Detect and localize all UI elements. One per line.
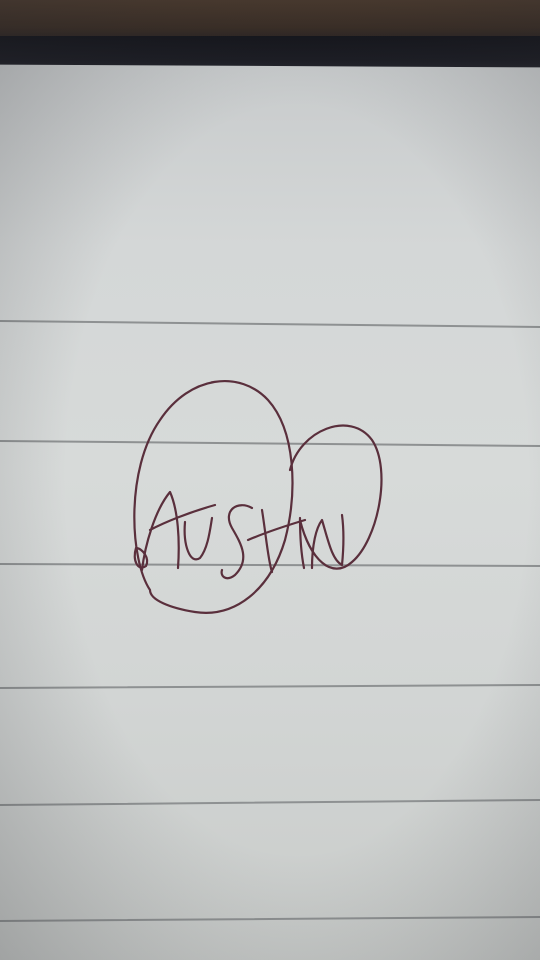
signature-left-loop xyxy=(134,381,292,613)
ruled-line xyxy=(0,321,540,327)
handwritten-signature xyxy=(134,381,381,613)
signature-right-loop xyxy=(290,426,381,569)
ruled-lines xyxy=(0,321,540,921)
signature-letter-n xyxy=(312,515,344,568)
ruled-line xyxy=(0,917,540,921)
ruled-line xyxy=(0,441,540,446)
signature-letter-a xyxy=(142,492,215,570)
ruled-line xyxy=(0,800,540,805)
signature-letter-s xyxy=(222,505,252,578)
ruled-line xyxy=(0,685,540,688)
signature-letter-u xyxy=(185,518,212,559)
